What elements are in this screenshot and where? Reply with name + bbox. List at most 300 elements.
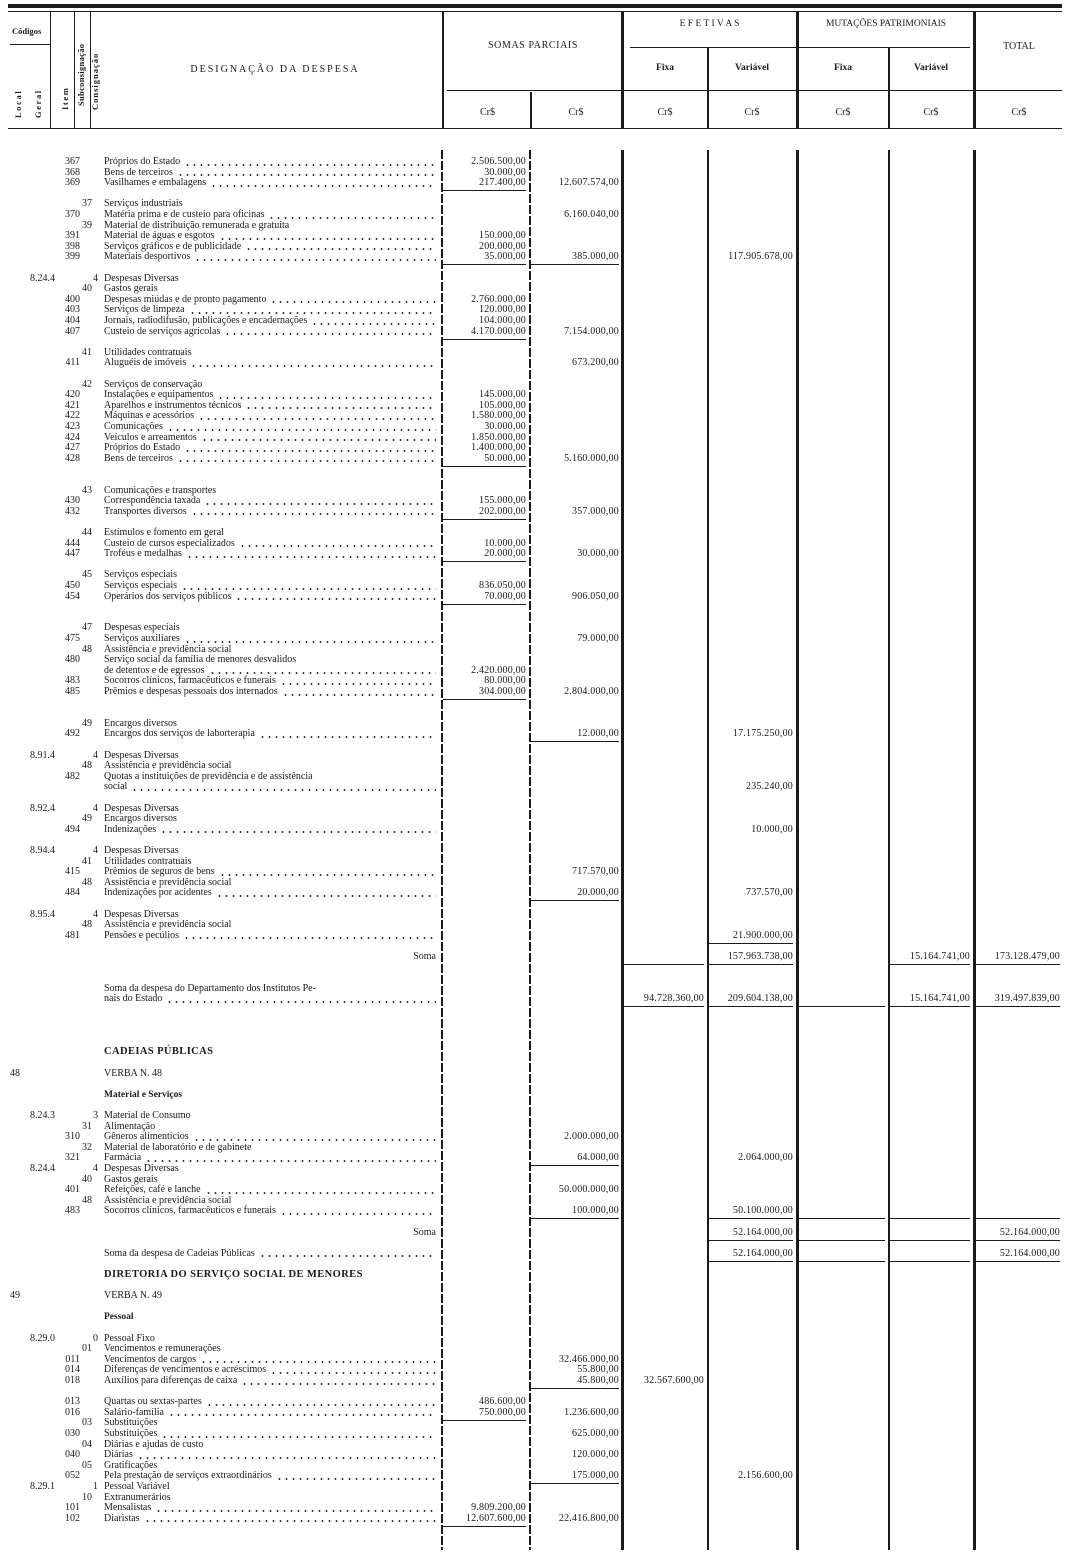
spacer-row (0, 464, 1068, 475)
total-value: 52.164.000,00 (975, 1228, 1060, 1241)
table-row (0, 1376, 1068, 1387)
spacer-row (0, 1016, 1068, 1027)
designation-text: Soma da despesa do Departamento dos Institutos Pe- (104, 982, 316, 994)
local-code: 8.24.4 (30, 1163, 55, 1174)
dot-leader (166, 1001, 436, 1003)
dot-leader (224, 333, 436, 335)
designation-text: Despesas Diversas (104, 749, 179, 761)
table-row (0, 825, 1068, 836)
currency-label: Cr$ (657, 107, 673, 118)
partial-sum-1: 50.000,00 (443, 454, 526, 467)
partial-sum-2: 64.000,00 (531, 1153, 619, 1166)
partial-sum-2: 7.154.000,00 (564, 325, 619, 337)
designation-text: Custeio de serviços agrícolas (104, 325, 221, 337)
dot-leader (270, 301, 436, 303)
spacer-row (0, 263, 1068, 274)
table-row (0, 507, 1068, 518)
dot-leader (259, 736, 436, 738)
designation-text: de detentos e de egressos (104, 664, 205, 676)
table-row (0, 1440, 1068, 1451)
dot-leader (193, 1139, 436, 1141)
table-row (0, 252, 1068, 263)
table-row (0, 687, 1068, 698)
efetivas-fixa-value: 94.728.360,00 (623, 994, 704, 1007)
codigos-subrule (10, 44, 50, 45)
designation-text: social (104, 781, 128, 793)
table-row (0, 1312, 1068, 1323)
dot-leader (181, 588, 436, 590)
partial-sum-1: 155.000,00 (479, 495, 526, 507)
table-row (0, 528, 1068, 539)
item-code: 401 (65, 1184, 80, 1196)
somas-parciais-header: SOMAS PARCIAIS (487, 40, 578, 51)
designation-text: Gastos gerais (104, 1173, 158, 1185)
designation-text: Utilidades contratuais (104, 855, 192, 867)
dot-leader (282, 694, 436, 696)
partial-sum-2: 906.050,00 (572, 590, 619, 602)
partial-sum-2: 20.000,00 (531, 888, 619, 901)
efetivas-variavel-value: 737.570,00 (746, 887, 793, 899)
designation-text: Material de distribuição remunerada e gratuita (104, 219, 290, 231)
designation-text: Farmácia (104, 1152, 142, 1164)
partial-sum-2: 22.416.800,00 (558, 1512, 619, 1524)
designation-text: Serviço social da família de menores desvalidos (104, 654, 297, 666)
designation-text: Diaristas (104, 1512, 140, 1524)
partial-sum-2: 1.236.600,00 (564, 1406, 619, 1418)
table-row (0, 1090, 1068, 1101)
efetivas-variavel-value: 52.164.000,00 (709, 1249, 793, 1262)
item-code: 427 (65, 442, 80, 454)
dot-leader (235, 598, 436, 600)
partial-sum-1: 145.000,00 (479, 389, 526, 401)
item-code: 01 (82, 1343, 92, 1355)
spacer-row (0, 963, 1068, 974)
designation-text: Diferenças de vencimentos e acréscimos (104, 1364, 267, 1376)
designation-text: Extranumerários (104, 1491, 171, 1503)
table-row (0, 1069, 1068, 1080)
dot-leader (219, 238, 436, 240)
item-code: 420 (65, 389, 80, 401)
item-code: 41 (82, 855, 92, 867)
partial-sum-1: 120.000,00 (479, 304, 526, 316)
table-row (0, 1408, 1068, 1419)
partial-sum-2: 12.000,00 (531, 729, 619, 742)
item-code: 49 (82, 717, 92, 729)
designation-text: Custeio de cursos especializados (104, 537, 235, 549)
dot-leader (198, 418, 436, 420)
dot-leader (155, 1510, 436, 1512)
partial-sum-2: 45.800,00 (531, 1376, 619, 1389)
table-row (0, 549, 1068, 560)
table-row (0, 782, 1068, 793)
partial-sum-1: 80.000,00 (484, 675, 526, 687)
designation-text: Assistência e previdência social (104, 1194, 232, 1206)
item-code: 492 (65, 728, 80, 740)
partial-sum-2: 55.800,00 (577, 1364, 619, 1376)
item-code: 444 (65, 537, 80, 549)
item-code: 415 (65, 866, 80, 878)
table-row (0, 1206, 1068, 1217)
partial-sum-2: 50.000.000,00 (558, 1184, 619, 1196)
local-code: 8.92.4 (30, 802, 55, 814)
consignacao-label: Consignação (90, 52, 100, 110)
total-value: 173.128.479,00 (975, 952, 1060, 965)
table-row (0, 931, 1068, 942)
subsection-heading: Material e Serviços (104, 1089, 183, 1100)
item-code: 398 (65, 240, 80, 252)
designation-text: Veículos e arreamentos (104, 431, 197, 443)
partial-sum-1: 2.760.000,00 (471, 293, 526, 305)
dot-leader (184, 450, 436, 452)
designation-text: VERBA N. 49 (104, 1290, 163, 1302)
top-thick-rule (8, 4, 1062, 8)
item-code: 475 (65, 633, 80, 644)
dot-leader (216, 895, 436, 897)
item-code: 040 (65, 1449, 80, 1461)
geral-label: Geral (33, 89, 43, 118)
designation-text: Gastos gerais (104, 283, 158, 295)
item-code: 016 (65, 1406, 80, 1418)
dot-leader (145, 1160, 436, 1162)
designation-text: Troféus e medalhas (104, 548, 182, 560)
table-row (0, 358, 1068, 369)
designation-text: Serviços gráficos e de publicidade (104, 240, 242, 252)
currency-label: Cr$ (744, 107, 760, 118)
efetivas-variavel-value: 157.963.738,00 (709, 952, 793, 965)
designation-text: Assistência e previdência social (104, 760, 232, 772)
table-row (0, 1493, 1068, 1504)
table-row (0, 422, 1068, 433)
designation-text: Diárias e ajudas de custo (104, 1438, 204, 1450)
currency-label: Cr$ (1011, 107, 1027, 118)
spacer-row (0, 602, 1068, 613)
table-row (0, 454, 1068, 465)
mutacoes-variavel-value: 15.164.741,00 (890, 994, 970, 1007)
designation-text: Prêmios e despesas pessoais dos internados (104, 686, 278, 697)
dot-leader (241, 1383, 436, 1385)
local-code: 8.91.4 (30, 749, 55, 761)
local-code: 8.94.4 (30, 845, 55, 856)
item-code: 407 (65, 325, 80, 337)
designation-text: Vencimentos de cargos (104, 1353, 197, 1365)
table-row (0, 994, 1068, 1005)
table-row (0, 1270, 1068, 1281)
designation-text: Bens de terceiros (104, 452, 173, 464)
designation-text: Jornais, radiodifusão, publicações e encadernações (104, 315, 308, 326)
spacer-row (0, 1323, 1068, 1334)
item-code: 481 (65, 929, 80, 941)
designation-text: Bens de terceiros (104, 166, 173, 178)
designation-text: Comunicações e transportes (104, 484, 217, 496)
partial-sum-1: 1.580.000,00 (471, 410, 526, 422)
designation-text: Comunicações (104, 421, 163, 432)
dot-leader (268, 217, 436, 219)
item-code: 014 (65, 1364, 80, 1376)
partial-sum-2: 100.000,00 (531, 1206, 619, 1219)
designation-text: Aparelhos e instrumentos técnicos (104, 399, 242, 411)
dot-leader (200, 1361, 436, 1363)
efetivas-variavel-value: 50.100.000,00 (709, 1206, 793, 1219)
designation-text: Serviços especiais (104, 580, 178, 591)
designation-text: Transportes diversos (104, 505, 187, 517)
header-divider (50, 12, 51, 128)
local-code: 8.95.4 (30, 908, 55, 920)
item-code: 03 (82, 1417, 92, 1429)
designation-text: Vencimentos e remunerações (104, 1343, 221, 1355)
designation-text: Pensões e pecúlios (104, 929, 179, 941)
partial-sum-1: 20.000,00 (443, 549, 526, 562)
mutacoes-fixa-header: Fixa (834, 63, 852, 73)
item-code: 411 (65, 357, 80, 369)
item-code: 48 (82, 919, 92, 931)
item-code: 404 (65, 315, 80, 326)
currency-label: Cr$ (568, 107, 584, 118)
dot-leader (168, 1414, 436, 1416)
section-heading: DIRETORIA DO SERVIÇO SOCIAL DE MENORES (104, 1269, 363, 1280)
dot-leader (184, 164, 436, 166)
efetivas-fixa-header: Fixa (656, 63, 674, 73)
total-value: 319.497.839,00 (975, 994, 1060, 1007)
local-code: 8.29.0 (30, 1332, 55, 1344)
partial-sum-1: 1.850.000,00 (471, 431, 526, 443)
partial-sum-1: 9.809.200,00 (471, 1502, 526, 1514)
spacer-row (0, 793, 1068, 804)
designation-text: Indenizações (104, 823, 157, 835)
designation-text: Matéria prima e de custeio para oficinas (104, 209, 265, 220)
efetivas-variavel-value: 209.604.138,00 (709, 994, 793, 1007)
designation-text: Correspondência taxada (104, 495, 201, 507)
designation-text: Soma da despesa de Cadeias Públicas (104, 1247, 255, 1259)
total-value: 52.164.000,00 (975, 1249, 1060, 1262)
item-code: 4 (93, 845, 98, 856)
top-thin-rule (8, 11, 1062, 12)
designation-text: Pessoal Variável (104, 1481, 170, 1492)
item-code: 47 (82, 622, 92, 634)
dot-leader (161, 1436, 436, 1438)
designation-text: VERBA N. 48 (104, 1067, 163, 1079)
table-row (0, 888, 1068, 899)
designation-text: Despesas Diversas (104, 845, 179, 856)
item-code: 052 (65, 1470, 80, 1482)
table-row (0, 581, 1068, 592)
partial-sum-1: 217.400,00 (443, 178, 526, 191)
dot-leader (280, 1213, 436, 1215)
table-row (0, 1503, 1068, 1514)
dot-leader (189, 312, 436, 314)
item-code: 430 (65, 495, 80, 507)
table-row (0, 952, 1068, 963)
partial-sum-1: 1.400.000,00 (471, 442, 526, 454)
designation-text: Encargos diversos (104, 813, 177, 825)
item-code: 367 (65, 156, 80, 167)
item-code: 403 (65, 304, 80, 316)
item-code: 483 (65, 1205, 80, 1217)
currency-label: Cr$ (480, 107, 495, 118)
designation-text: Pessoal Fixo (104, 1332, 155, 1344)
designation-text: Encargos dos serviços de laborterapia (104, 728, 255, 740)
designation-text: Máquinas e acessórios (104, 410, 194, 422)
partial-sum-2: 2.804.000,00 (564, 686, 619, 697)
designacao-header: DESIGNAÇÃO DA DESPESA (190, 64, 360, 75)
partial-sum-2: 175.000,00 (531, 1471, 619, 1484)
spacer-row (0, 1005, 1068, 1016)
efetivas-variavel-header: Variável (735, 63, 769, 73)
item-code: 013 (65, 1396, 80, 1408)
partial-sum-2: 30.000,00 (577, 548, 619, 560)
designation-text: Quotas a instituições de previdência e de assistência (104, 770, 313, 782)
partial-sum-2: 12.607.574,00 (558, 177, 619, 189)
item-code: 483 (65, 675, 80, 687)
item-code: 400 (65, 293, 80, 305)
efetivas-variavel-value: 17.175.250,00 (732, 728, 793, 740)
designation-text: Gêneros alimentícios (104, 1131, 189, 1143)
item-code: 4 (93, 908, 98, 920)
item-code: 48 (82, 760, 92, 772)
mutacoes-variavel-header: Variável (914, 63, 948, 73)
designation-text: Substituições (104, 1417, 158, 1429)
item-code: 030 (65, 1428, 80, 1439)
item-code: 45 (82, 569, 92, 581)
dot-leader (191, 513, 436, 515)
item-code: 310 (65, 1131, 80, 1143)
designation-text: Material de águas e esgotos (104, 230, 215, 242)
designation-text: Serviços industriais (104, 198, 183, 210)
partial-sum-1: 2.506.500,00 (471, 156, 526, 167)
designation-text: Pela prestação de serviços extraordinários (104, 1470, 272, 1482)
designation-text: Assistência e previdência social (104, 919, 232, 931)
designation-text: Encargos diversos (104, 717, 177, 729)
designation-text: Substituições (104, 1428, 158, 1439)
table-row (0, 1429, 1068, 1440)
item-code: 43 (82, 484, 92, 496)
mutacoes-variavel-value: 15.164.741,00 (890, 952, 970, 965)
dot-leader (194, 259, 436, 261)
currency-label: Cr$ (835, 107, 851, 118)
efetivas-variavel-value: 21.900.000,00 (709, 931, 793, 944)
subsection-heading: Pessoal (104, 1312, 134, 1323)
spacer-row (0, 899, 1068, 910)
table-row (0, 316, 1068, 327)
spacer-row (0, 941, 1068, 952)
table-row (0, 1143, 1068, 1154)
header-divider (74, 12, 75, 128)
dot-leader (201, 439, 436, 441)
subconsignacao-label: Subconsignação (76, 43, 86, 106)
item-code: 10 (82, 1491, 92, 1503)
designation-text: Vasilhames e embalagens (104, 177, 207, 189)
designation-text: Despesas Diversas (104, 908, 179, 920)
item-code: 428 (65, 452, 80, 464)
partial-sum-2: 5.160.000,00 (564, 452, 619, 464)
partial-sum-1: 750.000,00 (443, 1408, 526, 1421)
designation-text: Despesas Diversas (104, 802, 179, 814)
designation-text: Material de laboratório e de gabinete (104, 1141, 252, 1153)
item-code: 421 (65, 399, 80, 411)
partial-sum-2: 79.000,00 (577, 633, 619, 644)
partial-sum-1: 202.000,00 (443, 507, 526, 520)
dot-leader (184, 641, 436, 643)
partial-sum-1: 486.600,00 (479, 1396, 526, 1408)
partial-sum-2: 2.000.000,00 (564, 1131, 619, 1143)
item-code: 4 (93, 802, 98, 814)
item-code: 321 (65, 1152, 80, 1164)
dot-leader (210, 185, 436, 187)
item-code: 494 (65, 823, 80, 835)
item-code: 101 (65, 1502, 80, 1514)
table-row (0, 634, 1068, 645)
designation-text: Mensalistas (104, 1502, 152, 1514)
dot-leader (144, 1520, 436, 1522)
partial-sum-1: 304.000,00 (443, 687, 526, 700)
dot-leader (177, 174, 436, 176)
efetivas-variavel-value: 10.000,00 (751, 823, 793, 835)
efetivas-variavel-value: 235.240,00 (746, 781, 793, 793)
codigos-label: Códigos (12, 26, 42, 36)
item-code: 485 (65, 686, 80, 697)
designation-text: Auxílios para diferenças de caixa (104, 1375, 238, 1386)
table-row (0, 274, 1068, 285)
currency-label: Cr$ (923, 107, 939, 118)
designation-text: Indenizações por acidentes (104, 887, 212, 899)
item-code: 48 (82, 643, 92, 655)
designation-text: Quartas ou sextas-partes (104, 1396, 202, 1408)
designation-text: Socorros clínicos, farmacêuticos e funerais (104, 675, 276, 687)
dot-leader (276, 1478, 436, 1480)
item-code: 31 (82, 1120, 92, 1132)
designation-text: nais do Estado (104, 993, 163, 1005)
designation-text: Operários dos serviços públicos (104, 590, 232, 602)
item-code: 4 (93, 1163, 98, 1174)
designation-text: Diárias (104, 1449, 133, 1461)
table-row (0, 729, 1068, 740)
table-row (0, 1418, 1068, 1429)
designation-text: Socorros clínicos, farmacêuticos e funerais (104, 1205, 276, 1217)
partial-sum-1: 35.000,00 (443, 252, 526, 265)
partial-sum-1: 836.050,00 (479, 580, 526, 591)
dot-leader (270, 1372, 436, 1374)
item-code: 44 (82, 527, 92, 538)
designation-text: Material de Consumo (104, 1110, 191, 1121)
table-row (0, 1111, 1068, 1122)
local-label: Local (13, 89, 23, 118)
item-code: 011 (65, 1353, 80, 1365)
table-row (0, 327, 1068, 338)
item-code: 49 (82, 813, 92, 825)
spacer-row (0, 740, 1068, 751)
item-code: 04 (82, 1438, 92, 1450)
item-code: 37 (82, 198, 92, 210)
total-header: TOTAL (1003, 41, 1035, 52)
dot-leader (245, 407, 436, 409)
table-row (0, 157, 1068, 168)
designation-text: Despesas especiais (104, 622, 180, 634)
item-code: 4 (93, 749, 98, 761)
item-code: 018 (65, 1375, 80, 1386)
table-row (0, 210, 1068, 221)
efetivas-header: E F E T I V A S (679, 19, 740, 29)
local-code: 8.24.3 (30, 1110, 55, 1121)
dot-leader (137, 1457, 436, 1459)
table-row (0, 1249, 1068, 1260)
item-code: 48 (82, 1194, 92, 1206)
item-code: 102 (65, 1512, 80, 1524)
spacer-row (0, 1026, 1068, 1037)
partial-sum-2: 673.200,00 (572, 357, 619, 369)
item-code: 424 (65, 431, 80, 443)
designation-text: Salário-família (104, 1406, 164, 1418)
table-row (0, 846, 1068, 857)
table-row (0, 592, 1068, 603)
